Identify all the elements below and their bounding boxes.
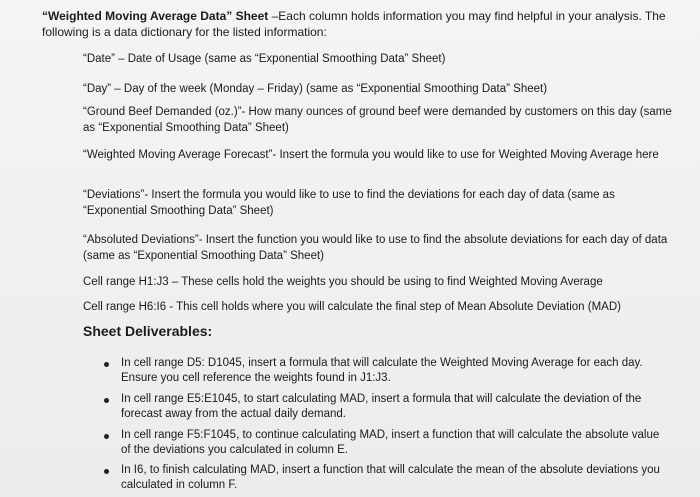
list-item: In I6, to finish calculating MAD, insert a function that will calculate the mean of the absolute deviations you calculated in column F. (121, 464, 660, 491)
list-item: In cell range E5:E1045, to start calculating MAD, insert a formula that will calculate the deviation of the forecast away from the actual daily demand. (121, 393, 642, 420)
intro-paragraph (42, 8, 682, 40)
bullet-icon (104, 398, 109, 403)
sheet-title: “Weighted Moving Average Data” Sheet (42, 9, 269, 23)
definition-date: “Date” – Date of Usage (same as “Exponential Smoothing Data” Sheet) (83, 53, 446, 65)
deliverables-heading: Sheet Deliverables: (83, 323, 213, 339)
intro-text: –Each column holds information you may find helpful in your analysis. The following is a data dictionary for the listed information: (42, 9, 666, 39)
definition-wma-forecast: “Weighted Moving Average Forecast”- Insert the formula you would like to use for Weighted Moving Average here (83, 149, 659, 161)
definition-absolute-deviations: “Absoluted Deviations”- Insert the function you would like to use to find the absolute deviations for each day of data (same as “Exponential Smoothing Data” Sheet) (83, 234, 668, 262)
definition-ground-beef: “Ground Beef Demanded (oz.)”- How many ounces of ground beef were demanded by customers on this day (same as “Exponential Smoothing Data” Sheet) (83, 106, 672, 134)
definition-weights-range: Cell range H1:J3 – These cells hold the weights you should be using to find Weighted Moving Average (83, 276, 603, 288)
list-item: In cell range D5: D1045, insert a formula that will calculate the Weighted Moving Average for each day. Ensure you cell reference the weights found in J1:J3. (121, 357, 643, 384)
list-item: In cell range F5:F1045, to continue calculating MAD, insert a function that will calculate the absolute value of the deviations you calculated in column E. (121, 429, 660, 456)
definition-mad-cell: Cell range H6:I6 - This cell holds where you will calculate the final step of Mean Absolute Deviation (MAD) (83, 301, 621, 313)
bullet-icon (104, 362, 109, 367)
bullet-icon (104, 469, 109, 474)
definition-day: “Day” – Day of the week (Monday – Friday) (same as “Exponential Smoothing Data” Sheet) (83, 83, 548, 95)
bullet-icon (104, 434, 109, 439)
definition-deviations: “Deviations”- Insert the formula you would like to use to find the deviations for each day of data (same as “Exponential Smoothing Data” Sheet) (83, 189, 615, 217)
